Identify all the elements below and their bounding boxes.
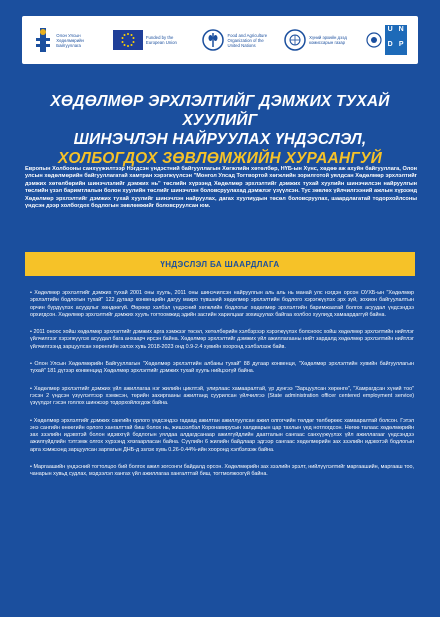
- un-laurel-emblem-icon: [284, 29, 306, 51]
- soyombo-emblem-icon: [33, 26, 53, 54]
- ilo-logo: [33, 26, 102, 54]
- ohchr-caption: Хүний эрхийн дээд комиссарын газар: [309, 35, 347, 45]
- title-line-3: ХОЛБОГДОХ ЗӨВЛӨМЖИЙН ХУРААНГУЙ: [57, 150, 383, 167]
- bullet-item-6: • Маргаашийн үндэсний тогтолцоо бий болгох ажил зогсонги байдалд орсон. Хөдөлмөрийн зах зээлийн эрэлт, нийлүүлэлтийг маргаашийн, маргааш тоо, чанарын хувьд судлах, мэдээлэл хангах үйл ажиллагаа хангалттай биш, тогтмолжоогүй байна.: [30, 464, 414, 478]
- fao-wheat-emblem-icon: [202, 29, 224, 51]
- fao-logo: [202, 29, 273, 51]
- eu-logo: [113, 30, 192, 50]
- bullet-item-5: • Хөдөлмөр эрхлэлтийг дэмжих сангийн орлого үндсэндээ гадаад ажилтан ажиллуулсан ажил олгогчийн төлдөг төлбөрөөс хамааралтай болсон. Гэтэл энэ сангийн өнөөгийн орлого хангалттай биш болох нь, жишээлбэл Коронавирусын халдварын цар тахлын үед нотлогдсон. Нөгөө талаас хөдөлмөрийн зах зээлийн идэвхтэй болон идэвхгүй бодлогын уялдаа алдагдсанаар ажилгүйдлийн даатгалын сангаас санхүүжүүлэх үйл ажиллагааг үндсэндээ ажилгүйдлийн тэтгэмж олгох хүрээнд хязгаарласан байна. Сүүлийн 6 жилийн байдлаар эдгээр сангаас хөдөлмөрийн зах зээлийн идэвхтэй бодлогын арга хэмжээнд зарцуулсан зарлагын ДНБ-д эзлэх хувь 0.26-0.44%-ийн хооронд хэлбэлзэж байна.: [30, 417, 414, 453]
- fao-caption: Food and Agriculture Organization of the United Nations: [227, 32, 268, 48]
- partner-logo-bar: [22, 16, 418, 64]
- section-header: ҮНДЭСЛЭЛ БА ШААРДЛАГА: [25, 252, 415, 276]
- eu-flag-icon: [113, 30, 143, 50]
- undp-logo: [366, 25, 407, 55]
- bullet-item-4: • Хөдөлмөр эрхлэлтийг дэмжих үйл ажиллагаа нэг жилийн циклтэй, улирлаас хамааралтай, үр дүнгээ "Зарцуулсан хөрөнгө", "Хамрагдсан хүний тоо" гэсэн 2 үндсэн үзүүлэлтээр хэмжсэн, төрийн захиргааны ажилтанд суурилсан үйлчилгээ (State administration officer centered employment service) үзүүлдэг гэсэн голлох шинжээр тодорхойлогдож байна.: [30, 385, 414, 407]
- intro-paragraph: Европын Холбооны санхүүжилтээр Нэгдсэн үндэстний байгууллагын Хөгжлийн хөтөлбөр, НҮБ-ын Хүнс, хөдөө аж ахуйн байгууллага, Олон улсын хөдөлмөрийн байгууллагатай хамтран хэрэгжүүлсэн "Монгол Улсад Тогтвортой хөгжлийн зорилготой уялдсан Хөдөлмөр эрхлэлтийг дэмжих хөтөлбөрийн шинэчлэлийг дэмжих нь" төслийн хүрээнд Хөдөлмөр эрхлэлтийг дэмжих тухай хуулийн шинэчилсэн найруулгын төслийн үзэл баримтлалын болон хуулийн төслийг шинэчлэн боловсруулахад дэмжлэг үзүүлсэн. Тус зөвлөх үйлчилгээний ажлын хүрээнд Хөдөлмөр эрхлэлтийг дэмжих тухай хуулийг шинэчлэн найруулах, дагах хуулиудын төсөл боловсруулах, шаардлагатай тодорхойлсоны үндсэн дээр холбогдох бодлогын зөвлөмжийг боловсруулсан юм.: [25, 166, 417, 210]
- title-line-1: ХӨДӨЛМӨР ЭРХЛЭЛТИЙГ ДЭМЖИХ ТУХАЙ ХУУЛИЙГ: [50, 93, 390, 129]
- bullet-list: [30, 290, 414, 489]
- ohchr-logo: [284, 29, 355, 51]
- ilo-caption: Олон Улсын Хөдөлмөрийн Байгууллага: [56, 32, 84, 48]
- document-title: [20, 92, 420, 168]
- eu-caption: Funded by the European Union: [145, 35, 177, 45]
- bullet-item-2: • 2011 оноос хойш хөдөлмөр эрхлэлтийг дэмжих арга хэмжээг төсөл, хөтөлбөрийн хэлбэрээр хэрэгжүүлэх болсноос хойш хөдөлмөр эрхлэлтийн нийтлэг үйлчилгээг хэрэгжүүлэх асуудал бага анхаарч ирсэн байна. Хөдөлмөр эрхлэлтийг дэмжих үйл ажиллагааны нийт зардалд хөдөлмөр эрхлэлтийн нийтлэг үйлчилгээнд зарцуулсан хөрөнгийн эзлэх хувь 2018-2023 онд 0.9-2.4 хувийн хооронд хэлбэлзэж байв.: [30, 329, 414, 350]
- bullet-item-3: • Олон Улсын Хөдөлмөрийн Байгууллагын "Хөдөлмөр эрхлэлтийн албаны тухай" 88 дугаар конвенци, "Хөдөлмөр эрхлэлтийн хувийн байгууллагын тухай" 181 дүгээр конвенцид Хөдөлмөр эрхлэлтийг дэмжих тухай хууль нийцээгүй байна.: [30, 361, 414, 375]
- bullet-item-1: • Хөдөлмөр эрхлэлтийг дэмжих тухай 2001 оны хууль, 2011 оны шинэчилсэн найруулгын аль аль нь манай улс нэгдэн орсон ОУХБ-ын "Хөдөлмөр эрхлэлтийн бодлогын тухай" 122 дугаар конвенцийн дагуу макро түвшний хөдөлмөр эрхлэлтийн бодлого хэрэгжүүлэх эрх зүй, зохион байгуулалтын орчин бүрдүүлэх асуудлыг хөндөөгүй. Өөрөөр хэлбэл үндэсний хөгжлийн бодлогыг хөдөлмөр эрхлэлтийн баримжаатай болгох асуудал үндсэндээ орхигдсон. Хөдөлмөр эрхлэлтийг дэмжих хууль тогтоомжид эдийн засгийн харилцааг зохицуулах байгаа холбоо хуулиуд хамаардаггүй байна.: [30, 290, 414, 318]
- title-line-2: ШИНЭЧЛЭН НАЙРУУЛАХ ҮНДЭСЛЭЛ,: [73, 131, 367, 148]
- un-emblem-icon: [366, 32, 382, 48]
- undp-wordmark: U N D P: [385, 25, 407, 55]
